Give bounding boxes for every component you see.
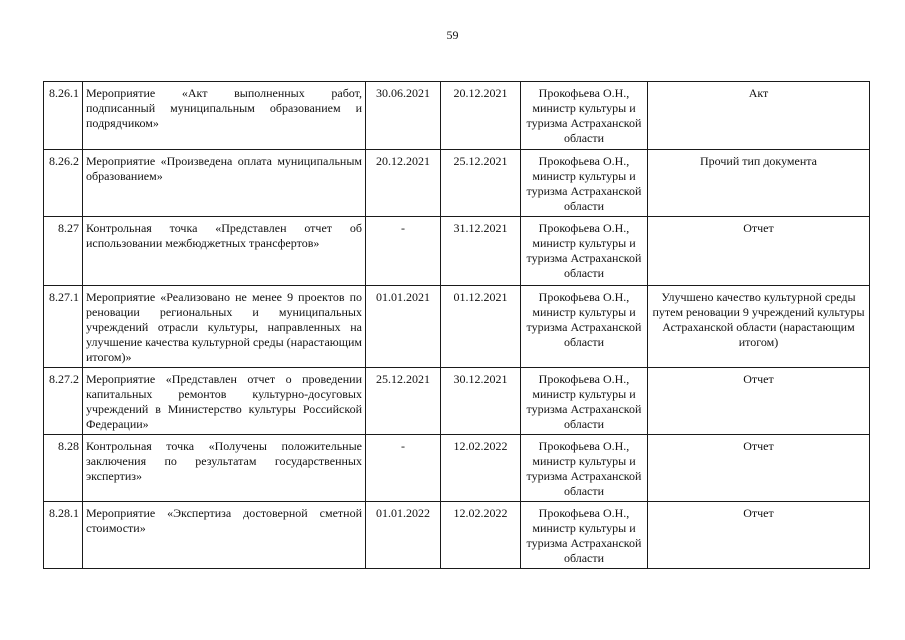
responsible-person: Прокофьева О.Н., министр культуры и туризма Астраханской области	[521, 286, 648, 368]
start-date: 01.01.2022	[366, 502, 441, 569]
table-row	[44, 368, 870, 435]
end-date: 31.12.2021	[441, 217, 521, 286]
result-document: Отчет	[648, 502, 870, 569]
responsible-person: Прокофьева О.Н., министр культуры и туризма Астраханской области	[521, 368, 648, 435]
result-document: Улучшено качество культурной среды путем реновации 9 учреждений культуры Астраханской области (нарастающим итогом)	[648, 286, 870, 368]
table-row	[44, 150, 870, 217]
result-document: Прочий тип документа	[648, 150, 870, 217]
end-date: 25.12.2021	[441, 150, 521, 217]
start-date: 30.06.2021	[366, 82, 441, 150]
page-number: 59	[446, 28, 459, 42]
task-name: Мероприятие «Экспертиза достоверной сметной стоимости»	[83, 502, 366, 569]
end-date: 20.12.2021	[441, 82, 521, 150]
row-number: 8.26.2	[44, 150, 83, 217]
row-number: 8.26.1	[44, 82, 83, 150]
row-number: 8.27.1	[44, 286, 83, 368]
table-row	[44, 82, 870, 150]
row-number: 8.28	[44, 435, 83, 502]
task-name: Мероприятие «Реализовано не менее 9 проектов по реновации региональных и муниципальных учреждений отрасли культуры, направленных на улучшение качества культурной среды (нарастающим итогом)»	[83, 286, 366, 368]
task-name: Мероприятие «Произведена оплата муниципальным образованием»	[83, 150, 366, 217]
start-date: 25.12.2021	[366, 368, 441, 435]
responsible-person: Прокофьева О.Н., министр культуры и туризма Астраханской области	[521, 150, 648, 217]
start-date: -	[366, 217, 441, 286]
start-date: 01.01.2021	[366, 286, 441, 368]
row-number: 8.27.2	[44, 368, 83, 435]
responsible-person: Прокофьева О.Н., министр культуры и туризма Астраханской области	[521, 435, 648, 502]
responsible-person: Прокофьева О.Н., министр культуры и туризма Астраханской области	[521, 217, 648, 286]
result-document: Акт	[648, 82, 870, 150]
task-name: Контрольная точка «Представлен отчет об использовании межбюджетных трансфертов»	[83, 217, 366, 286]
table-row	[44, 435, 870, 502]
plan-table	[43, 81, 870, 569]
row-number: 8.28.1	[44, 502, 83, 569]
table-row	[44, 217, 870, 286]
end-date: 12.02.2022	[441, 435, 521, 502]
table-row	[44, 286, 870, 368]
end-date: 01.12.2021	[441, 286, 521, 368]
task-name: Мероприятие «Представлен отчет о проведении капитальных ремонтов культурно-досуговых учреждений в Министерство культуры Российской Федерации»	[83, 368, 366, 435]
result-document: Отчет	[648, 217, 870, 286]
start-date: -	[366, 435, 441, 502]
table-row	[44, 502, 870, 569]
responsible-person: Прокофьева О.Н., министр культуры и туризма Астраханской области	[521, 502, 648, 569]
start-date: 20.12.2021	[366, 150, 441, 217]
result-document: Отчет	[648, 368, 870, 435]
result-document: Отчет	[648, 435, 870, 502]
responsible-person: Прокофьева О.Н., министр культуры и туризма Астраханской области	[521, 82, 648, 150]
end-date: 12.02.2022	[441, 502, 521, 569]
task-name: Контрольная точка «Получены положительные заключения по результатам государственных экспертиз»	[83, 435, 366, 502]
row-number: 8.27	[44, 217, 83, 286]
end-date: 30.12.2021	[441, 368, 521, 435]
task-name: Мероприятие «Акт выполненных работ, подписанный муниципальным образованием и подрядчиком»	[83, 82, 366, 150]
